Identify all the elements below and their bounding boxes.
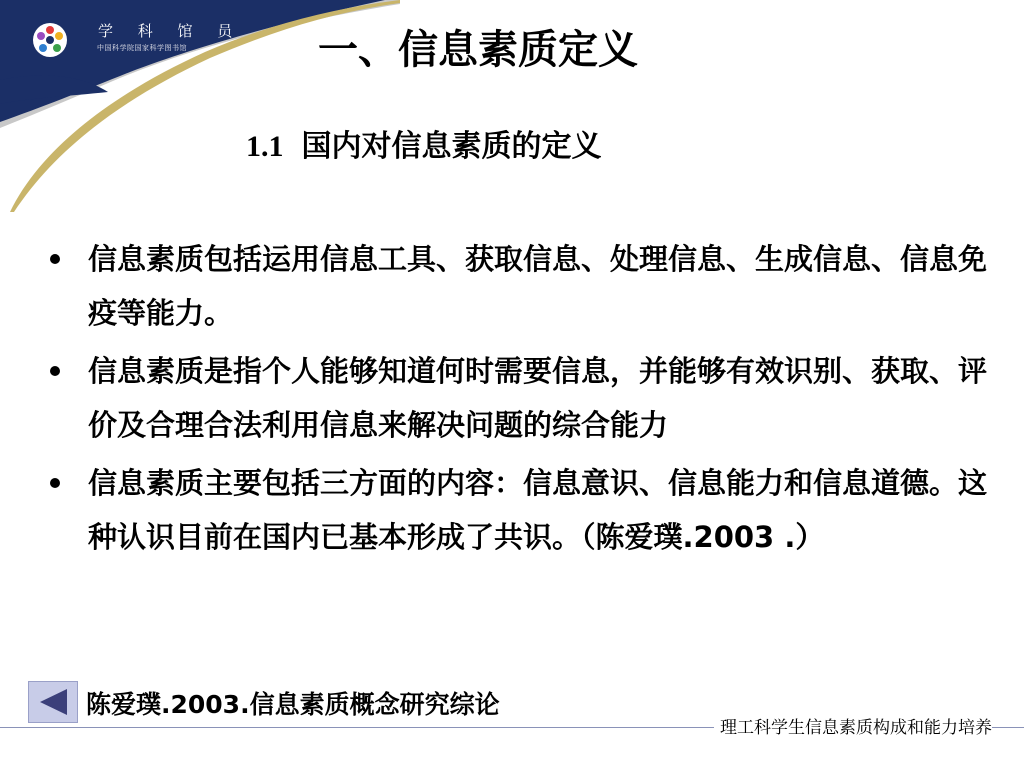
bullet-item — [46, 456, 996, 564]
bullet-dot-icon — [50, 478, 60, 488]
bullet-text: 信息素质是指个人能够知道何时需要信息，并能够有效识别、获取、评价及合理合法利用信息来解决问题的综合能力 — [88, 354, 988, 442]
bullet-item — [46, 344, 996, 452]
bullet-list — [46, 232, 996, 568]
section-heading — [246, 125, 602, 169]
section-number: 1.1 — [246, 130, 284, 163]
section-title: 国内对信息素质的定义 — [301, 129, 602, 164]
bullet-item — [46, 232, 996, 340]
bullet-text: 信息素质主要包括三方面的内容：信息意识、信息能力和信息道德。这种认识目前在国内已基本形成了共识。（陈爱璞.2003 .） — [88, 466, 988, 554]
bullet-text: 信息素质包括运用信息工具、获取信息、处理信息、生成信息、信息免疫等能力。 — [88, 242, 988, 330]
logo-subtitle: 中国科学院国家科学图书馆 — [97, 44, 187, 52]
bullet-dot-icon — [50, 254, 60, 264]
bullet-dot-icon — [50, 366, 60, 376]
colorful-flower-logo-icon — [32, 22, 68, 58]
left-triangle-icon — [37, 687, 71, 717]
footer-text: 理工科学生信息素质构成和能力培养 — [714, 714, 992, 742]
reference-link[interactable]: 陈爱璞.2003.信息素质概念研究综论 — [86, 690, 500, 719]
back-button[interactable] — [28, 681, 78, 723]
logo-title: 学 科 馆 员 — [98, 22, 243, 40]
page-title: 一、信息素质定义 — [318, 27, 638, 73]
